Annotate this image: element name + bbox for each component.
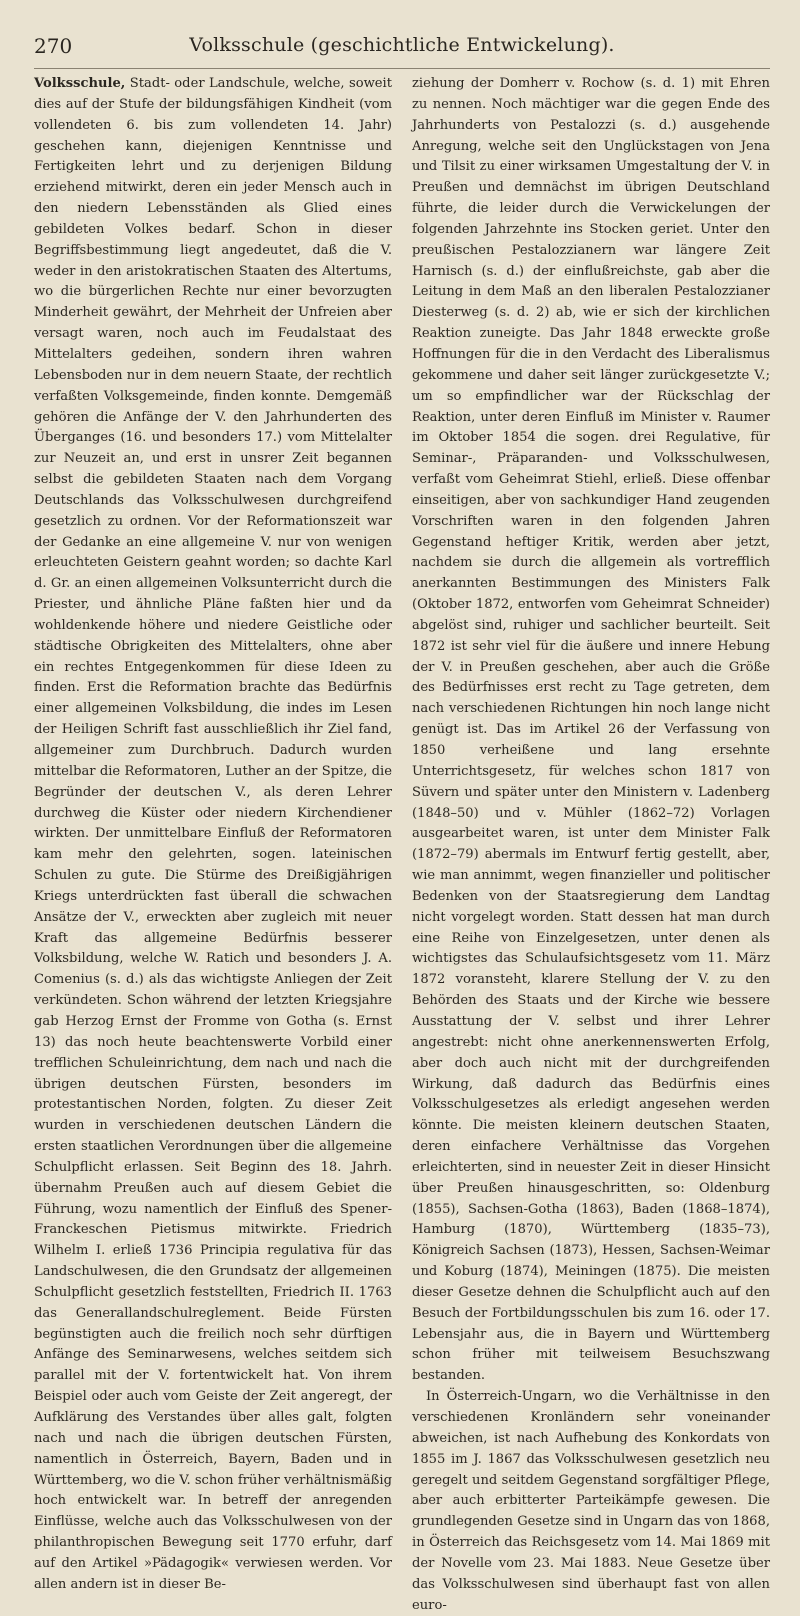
article-paragraph: In Österreich-Ungarn, wo die Verhältnisse in den verschiedenen Kronländern sehr voneinander abweichen, ist nach Aufhebung des Konkordats von 1855 im J. 1867 das Volksschulwesen gesetzlich neu geregelt und seitdem Gegenstand sorgfältiger Pflege, aber auch erbitterter Parteikämpfe gewesen. Die grundlegenden Gesetze sind in Ungarn das von 1868, in Österreich das Reichsgesetz vom 14. Mai 1869 mit der Novelle vom 23. Mai 1883. Neue Gesetze über das Volksschulwesen sind überhaupt fast von allen euro-	[412, 1389, 770, 1613]
page-header	[34, 28, 770, 69]
paragraph-text: Stadt- oder Landschule, welche, soweit dies auf der Stufe der bildungsfähigen Kindheit (vom vollendeten 6. bis zum vollendeten 14. Jahr) geschehen kann, diejenigen Kenntnisse und Fertigkeiten lehrt und zu derjenigen Bildung erziehend mitwirkt, deren ein jeder Mensch auch in den niedern Lebensständen als Glied eines gebildeten Volkes bedarf. Schon in dieser Begriffsbestimmung liegt angedeutet, daß die V. weder in den aristokratischen Staaten des Altertums, wo die bürgerlichen Rechte nur einer bevorzugten Minderheit gewährt, der Mehrheit der Unfreien aber versagt waren, noch auch im Feudalstaat des Mittelalters gedeihen, sondern ihren wahren Lebensboden nur in dem neuern Staate, der rechtlich verfaßten Volksgemeinde, finden konnte. Demgemäß gehören die Anfänge der V. den Jahrhunderten des Überganges (16. und besonders 17.) vom Mittelalter zur Neuzeit an, und erst in unsrer Zeit begannen selbst die gebildeten Staaten nach dem Vorgang Deutschlands das Volksschulwesen durchgreifend gesetzlich zu ordnen. Vor der Reformationszeit war der Gedanke an eine allgemeine V. nur von wenigen erleuchteten Geistern geahnt worden; so dachte Karl d. Gr. an einen allgemeinen Volksunterricht durch die Priester, und ähnliche Pläne faßten hier und da wohldenkende höhere und niedere Geistliche oder städtische Obrigkeiten des Mittelalters, ohne aber ein rechtes Entgegenkommen für diese Ideen zu finden. Erst die Reformation brachte das Bedürfnis einer allgemeinen Volksbildung, die indes im Lesen der Heiligen Schrift fast ausschließlich ihr Ziel fand, allgemeiner zum Durchbruch. Dadurch wurden mittelbar die Reformatoren, Luther an der Spitze, die Begründer der deutschen V., als deren Lehrer durchweg die Küster oder niedern Kirchendiener wirkten. Der unmittelbare Einfluß der Reformatoren kam mehr den gelehrten, sogen. lateinischen Schulen zu gute. Die Stürme des Dreißigjährigen Kriegs unterdrückten fast überall die schwachen Ansätze der V., erweckten aber zugleich mit neuer Kraft das allgemeine Bedürfnis besserer Volksbildung, welche W. Ratich und besonders J. A. Comenius (s. d.) als das wichtigste Anliegen der Zeit verkündeten. Schon während der letzten Kriegsjahre gab Herzog Ernst der Fromme von Gotha (s. Ernst 13) das noch heute beachtenswerte Vorbild einer trefflichen Schuleinrichtung, dem nach und nach die übrigen deutschen Fürsten, besonders im protestantischen Norden, folgten. Zu dieser Zeit wurden in verschiedenen deutschen Ländern die ersten staatlichen Verordnungen über die allgemeine Schulpflicht erlassen. Seit Beginn des 18. Jahrh. übernahm Preußen auch auf diesem Gebiet die Führung, wozu namentlich der Einfluß des Spener-Franckeschen Pietismus mitwirkte. Friedrich Wilhelm I. erließ 1736 Principia regulativa für das Landschulwesen, die den Grundsatz der allgemeinen Schulpflicht gesetzlich feststellten, Friedrich II. 1763 das Generallandschulreglement. Beide Fürsten begünstigten auch die freilich noch sehr dürftigen Anfänge des Seminarwesens, welches seitdem sich parallel mit der V. fortentwickelt hat. Von ihrem Beispiel oder auch vom Geiste der Zeit angeregt, der Aufklärung des Verstandes über alles galt, folgten nach und nach die übrigen deutschen Fürsten, namentlich in Österreich, Bayern, Baden und in Württemberg, wo die V. schon früher verhältnismäßig hoch entwickelt war. In betreff der anregenden Einflüsse, welche auch das Volksschulwesen von der philanthropischen Bewegung seit 1770 erfuhr, darf auf den Artikel »Pädagogik« verwiesen werden. Vor allen andern ist in dieser Be-	[34, 76, 392, 1592]
article-paragraph	[34, 74, 392, 1596]
running-title: Volksschule (geschichtliche Entwickelung).	[189, 34, 615, 56]
article-lemma: Volksschule,	[34, 76, 126, 91]
page-number: 270	[34, 34, 73, 58]
left-column	[34, 74, 392, 1592]
article-paragraph: ziehung der Domherr v. Rochow (s. d. 1) mit Ehren zu nennen. Noch mächtiger war die gegen Ende des Jahrhunderts von Pestalozzi (s. d.) ausgehende Anregung, welche seit den Unglückstagen von Jena und Tilsit zu einer wirksamen Umgestaltung der V. in Preußen und demnächst im übrigen Deutschland führte, die leider durch die Verwickelungen der folgenden Jahrzehnte ins Stocken geriet. Unter den preußischen Pestalozzianern war längere Zeit Harnisch (s. d.) der einflußreichste, gab aber die Leitung in dem Maß an den liberalen Pestalozzianer Diesterweg (s. d. 2) ab, wie er sich der kirchlichen Reaktion zuneigte. Das Jahr 1848 erweckte große Hoffnungen für die in den Verdacht des Liberalismus gekommene und daher seit länger zurückgesetzte V.; um so empfindlicher war der Rückschlag der Reaktion, unter deren Einfluß im Minister v. Raumer im Oktober 1854 die sogen. drei Regulative, für Seminar-, Präparanden- und Volksschulwesen, verfaßt vom Geheimrat Stiehl, erließ. Diese offenbar einseitigen, aber von sachkundiger Hand zeugenden Vorschriften waren in den folgenden Jahren Gegenstand heftiger Kritik, werden aber jetzt, nachdem sie durch die allgemein als vortrefflich anerkannten Bestimmungen des Ministers Falk (Oktober 1872, entworfen vom Geheimrat Schneider) abgelöst sind, ruhiger und sachlicher beurteilt. Seit 1872 ist sehr viel für die äußere und innere Hebung der V. in Preußen geschehen, aber auch die Größe des Bedürfnisses erst recht zu Tage getreten, dem nach verschiedenen Richtungen hin noch lange nicht genügt ist. Das im Artikel 26 der Verfassung von 1850 verheißene und lang ersehnte Unterrichtsgesetz, für welches schon 1817 von Süvern und später unter den Ministern v. Ladenberg (1848–50) und v. Mühler (1862–72) Vorlagen ausgearbeitet waren, ist unter dem Minister Falk (1872–79) abermals im Entwurf fertig gestellt, aber, wie man annimmt, wegen finanzieller und politischer Bedenken von der Staatsregierung dem Landtag nicht vorgelegt worden. Statt dessen hat man durch eine Reihe von Einzelgesetzen, unter denen als wichtigstes das Schulaufsichtsgesetz vom 11. März 1872 voransteht, klarere Stellung der V. zu den Behörden des Staats und der Kirche wie bessere Ausstattung der V. selbst und ihrer Lehrer angestrebt: nicht ohne anerkennenswerten Erfolg, aber doch auch nicht mit der durchgreifenden Wirkung, daß dadurch das Bedürfnis eines Volksschulgesetzes als erledigt angesehen werden könnte. Die meisten kleinern deutschen Staaten, deren einfachere Verhältnisse das Vorgehen erleichterten, sind in neuester Zeit in dieser Hinsicht über Preußen hinausgeschritten, so: Oldenburg (1855), Sachsen-Gotha (1863), Baden (1868–1874), Hamburg (1870), Württemberg (1835–73), Königreich Sachsen (1873), Hessen, Sachsen-Weimar und Koburg (1874), Meiningen (1875). Die meisten dieser Gesetze dehnen die Schulpflicht auch auf den Besuch der Fortbildungsschulen bis zum 16. oder 17. Lebensjahr aus, die in Bayern und Württemberg schon früher mit teilweisem Besuchszwang bestanden.	[412, 76, 770, 1384]
right-column	[412, 74, 770, 1613]
